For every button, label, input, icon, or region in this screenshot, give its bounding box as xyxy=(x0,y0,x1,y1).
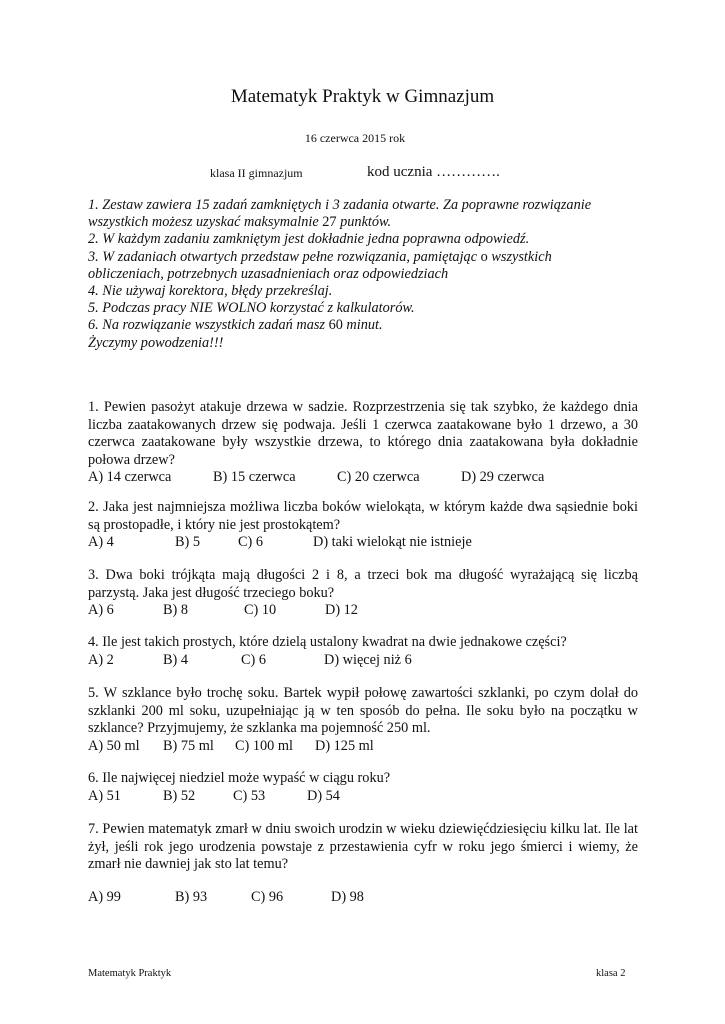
answer-option: A) 14 czerwca xyxy=(88,469,172,486)
answer-option: B) 5 xyxy=(175,534,201,551)
answer-options xyxy=(88,652,638,670)
answer-option: B) 52 xyxy=(163,787,196,804)
answer-option: A) 51 xyxy=(88,787,121,804)
instruction-line: wszystkich możesz uzyskać maksymalnie 27 punktów. xyxy=(88,214,392,231)
question-2 xyxy=(88,499,638,552)
answer-option: B) 8 xyxy=(163,602,189,619)
instructions xyxy=(88,197,648,352)
answer-options xyxy=(88,889,638,907)
question-5 xyxy=(88,685,638,756)
answer-options xyxy=(88,738,638,756)
question-6 xyxy=(88,770,638,806)
instruction-line: 5. Podczas pracy NIE WOLNO korzystać z kalkulatorów. xyxy=(88,300,415,317)
answer-option: C) 6 xyxy=(241,651,267,668)
answer-option: C) 10 xyxy=(244,602,277,619)
question-text: 5. W szklance było trochę soku. Bartek wypił połowę zawartości szklanki, po czym dolał do szklanki 200 ml soku, uzupełniając ją w ten sposób do pełna. Ile soku było na początku w szklance? Przyjmujemy, że szklanka ma pojemność 250 ml. xyxy=(88,685,638,737)
answer-option: A) 99 xyxy=(88,888,121,905)
answer-option: D) taki wielokąt nie istnieje xyxy=(313,534,472,551)
question-text: 4. Ile jest takich prostych, które dzielą ustalony kwadrat na dwie jednakowe części? xyxy=(88,634,567,650)
answer-options xyxy=(88,469,638,487)
answer-option: C) 20 czerwca xyxy=(337,469,420,486)
answer-option: A) 50 ml xyxy=(88,737,140,754)
exam-date: 16 czerwca 2015 rok xyxy=(304,131,406,145)
answer-option: D) 54 xyxy=(307,787,340,804)
answer-option: D) 125 ml xyxy=(315,737,374,754)
class-label: klasa II gimnazjum xyxy=(210,166,303,180)
instruction-line: Życzymy powodzenia!!! xyxy=(88,334,224,351)
question-3 xyxy=(88,567,638,620)
instruction-line: 3. W zadaniach otwartych przedstaw pełne rozwiązania, pamiętając o wszystkich xyxy=(88,248,552,265)
question-text: 1. Pewien pasożyt atakuje drzewa w sadzie. Rozprzestrzenia się tak szybko, że każdego dnia liczba zaatakowanych drzew się podwaja. Jeśli 1 czerwca zaatakowane było 1 drzewo, a 30 czerwca zaatakowane były wszystkie drzewa, to którego dnia zaatakowana była dokładnie połowa drzew? xyxy=(88,399,638,468)
student-code-label: kod ucznia xyxy=(367,164,433,180)
question-1 xyxy=(88,399,638,487)
answer-option: C) 96 xyxy=(251,888,284,905)
question-text: 7. Pewien matematyk zmarł w dniu swoich urodzin w wieku dziewięćdziesięciu kilku lat. Ile lat żył, jeśli rok jego urodzenia powstaje z przestawienia cyfr w roku jego śmierci i wiemy, że zmarł nie dawniej jak sto lat temu? xyxy=(88,821,638,873)
answer-option: D) więcej niż 6 xyxy=(324,651,412,668)
question-text: 6. Ile najwięcej niedziel może wypaść w ciągu roku? xyxy=(88,770,391,786)
instruction-line: obliczeniach, potrzebnych uzasadnieniach oraz odpowiedziach xyxy=(88,265,449,282)
question-4 xyxy=(88,634,638,670)
answer-option: C) 6 xyxy=(238,534,264,551)
answer-option: A) 2 xyxy=(88,651,114,668)
student-code-field: …………. xyxy=(436,164,500,180)
answer-option: D) 98 xyxy=(331,888,364,905)
answer-option: D) 12 xyxy=(325,602,358,619)
question-7 xyxy=(88,821,638,907)
answer-options xyxy=(88,602,638,620)
answer-options xyxy=(88,534,638,552)
answer-option: C) 53 xyxy=(233,787,266,804)
answer-option: B) 4 xyxy=(163,651,189,668)
answer-option: B) 75 ml xyxy=(163,737,214,754)
student-code xyxy=(367,164,500,181)
question-text: 2. Jaka jest najmniejsza możliwa liczba boków wielokąta, w którym każde dwa sąsiednie boki są prostopadłe, i który nie jest prostokątem? xyxy=(88,499,638,533)
footer-left: Matematyk Praktyk xyxy=(88,968,172,979)
answer-option: A) 4 xyxy=(88,534,114,551)
instruction-line: 4. Nie używaj korektora, błędy przekreślaj. xyxy=(88,283,333,300)
instruction-line: 6. Na rozwiązanie wszystkich zadań masz 60 minut. xyxy=(88,317,383,334)
answer-options xyxy=(88,788,638,806)
answer-option: B) 15 czerwca xyxy=(213,469,296,486)
answer-option: C) 100 ml xyxy=(235,737,293,754)
footer-right: klasa 2 xyxy=(596,968,626,979)
answer-option: D) 29 czerwca xyxy=(461,469,545,486)
question-text: 3. Dwa boki trójkąta mają długości 2 i 8, a trzeci bok ma długość wyrażającą się liczbą parzystą. Jaka jest długość trzeciego boku? xyxy=(88,567,638,601)
page-title: Matematyk Praktyk w Gimnazjum xyxy=(230,86,495,107)
instruction-line: 2. W każdym zadaniu zamkniętym jest dokładnie jedna poprawna odpowiedź. xyxy=(88,231,530,248)
answer-option: A) 6 xyxy=(88,602,114,619)
instruction-line: 1. Zestaw zawiera 15 zadań zamkniętych i 3 zadania otwarte. Za poprawne rozwiązanie xyxy=(88,197,592,213)
answer-option: B) 93 xyxy=(175,888,208,905)
